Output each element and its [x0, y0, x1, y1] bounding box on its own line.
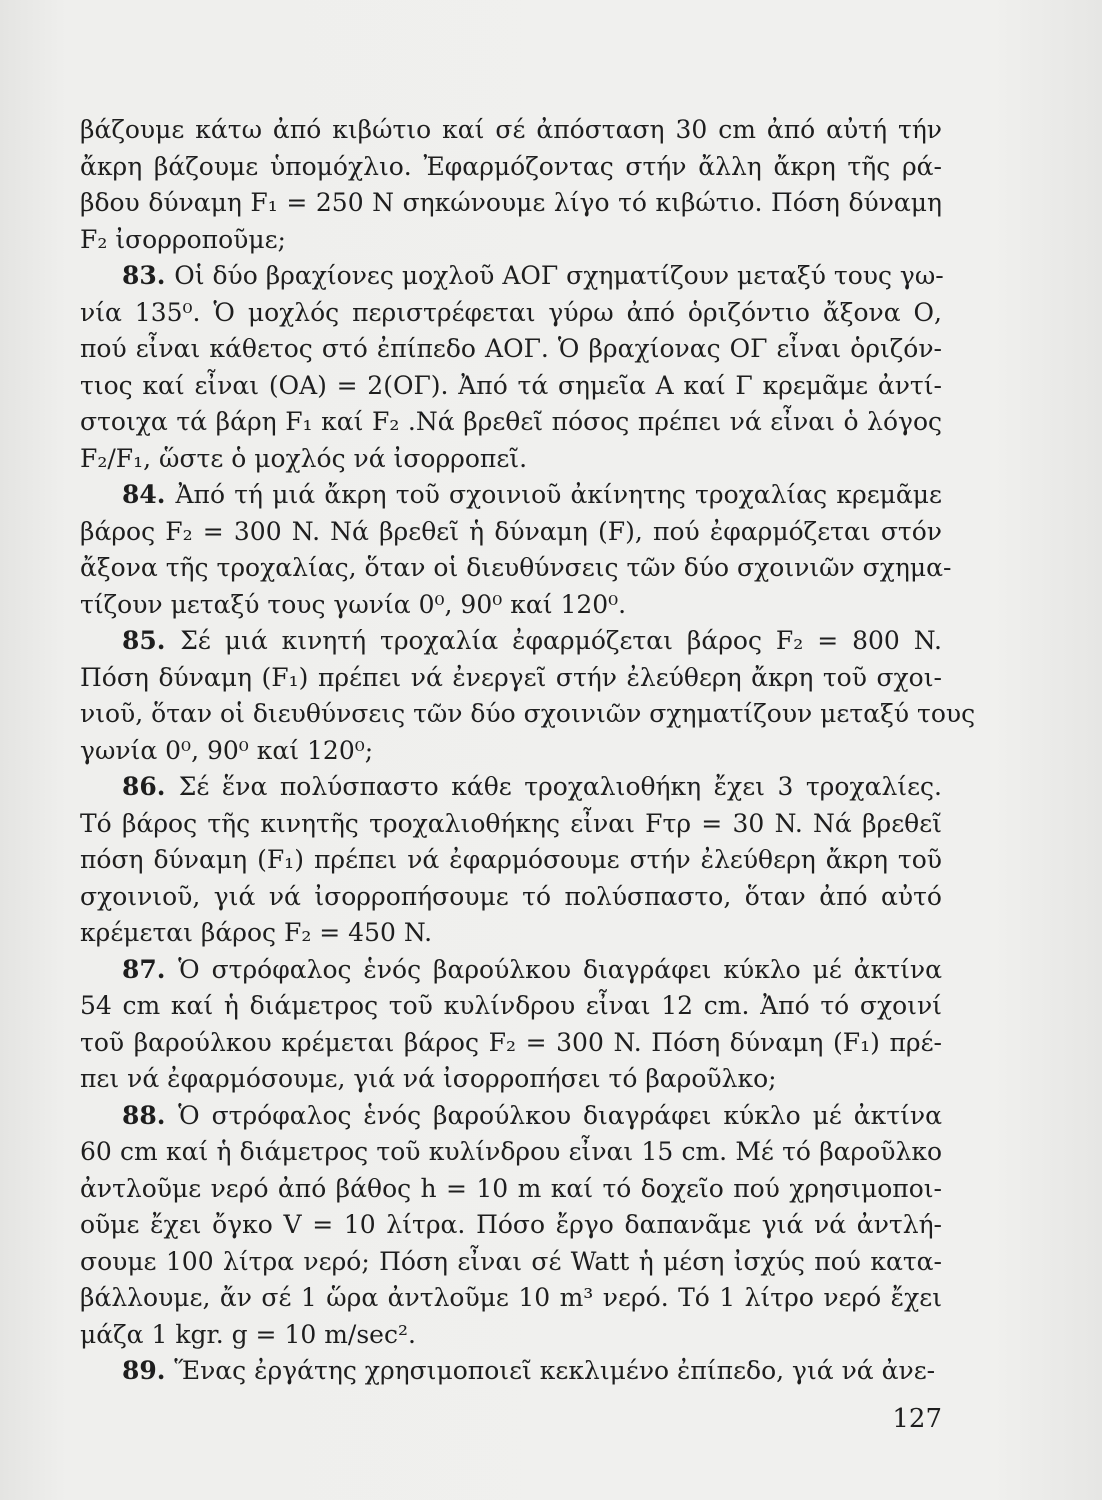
text-column	[80, 112, 976, 1390]
line-text: Ἕνας ἐργάτης χρησιμοποιεῖ κεκλιμένο ἐπίπεδο, γιά νά ἀνε-	[174, 1356, 936, 1385]
text-line	[80, 879, 942, 916]
page-number: 127	[892, 1404, 942, 1434]
line-text: οῦμε ἔχει ὄγκο V = 10 λίτρα. Πόσο ἔργο δαπανᾶμε γιά νά ἀντλή-	[80, 1210, 942, 1239]
problem-number: 84.	[122, 480, 176, 509]
problem-number: 86.	[122, 772, 179, 801]
problem-83	[80, 258, 942, 477]
problem-85	[80, 623, 976, 769]
line-text: Ὁ στρόφαλος ἑνός βαρούλκου διαγράφει κύκλο μέ ἀκτίνα	[178, 954, 942, 984]
text-line	[80, 988, 942, 1025]
line-text: βδου δύναμη F₁ = 250 N σηκώνουμε λίγο τό κιβώτιο. Πόση δύναμη	[80, 188, 942, 217]
text-line	[80, 112, 942, 149]
line-text: πόση δύναμη (F₁) πρέπει νά ἐφαρμόσουμε στήν ἐλεύθερη ἄκρη τοῦ	[80, 845, 942, 874]
line-text: 60 cm καί ἡ διάμετρος τοῦ κυλίνδρου εἶναι 15 cm. Μέ τό βαροῦλκο	[80, 1137, 942, 1166]
line-text: βάζουμε κάτω ἀπό κιβώτιο καί σέ ἀπόσταση 30 cm ἀπό αὐτή τήν	[80, 115, 942, 144]
text-line	[80, 1025, 942, 1062]
line-text: στοιχα τά βάρη F₁ καί F₂ .Νά βρεθεῖ πόσος πρέπει νά εἶναι ὁ λόγος	[80, 407, 942, 436]
problem-number: 88.	[122, 1100, 179, 1130]
problem-89	[80, 1353, 942, 1390]
text-line	[80, 404, 942, 441]
text-line	[80, 806, 942, 843]
line-text: μάζα 1 kgr. g = 10 m/sec².	[80, 1319, 416, 1349]
text-line	[80, 258, 942, 295]
text-line	[80, 623, 942, 660]
line-text: ἄξονα τῆς τροχαλίας, ὅταν οἱ διευθύνσεις τῶν δύο σχοινιῶν σχημα-	[80, 553, 952, 582]
text-line	[80, 587, 942, 624]
problem-87	[80, 952, 942, 1098]
text-line	[80, 185, 942, 222]
text-line	[80, 842, 942, 879]
problem-number: 87.	[122, 954, 179, 984]
problem-86	[80, 769, 942, 952]
text-line	[80, 331, 942, 368]
text-line	[80, 368, 942, 405]
text-line	[80, 1353, 942, 1390]
line-text: Ὁ στρόφαλος ἑνός βαρούλκου διαγράφει κύκλο μέ ἀκτίνα	[178, 1100, 942, 1130]
line-text: Σέ μιά κινητή τροχαλία ἐφαρμόζεται βάρος F₂ = 800 N.	[180, 626, 942, 655]
text-line	[80, 477, 942, 514]
text-line	[80, 1134, 942, 1171]
text-line	[80, 915, 942, 952]
line-text: Οἱ δύο βραχίονες μοχλοῦ ΑΟΓ σχηματίζουν μεταξύ τους γω-	[174, 261, 944, 290]
line-text: σχοινιοῦ, γιά νά ἰσορροπήσουμε τό πολύσπαστο, ὅταν ἀπό αὐτό	[80, 881, 942, 911]
text-line	[80, 441, 942, 478]
text-line	[80, 769, 942, 806]
line-text: κρέμεται βάρος F₂ = 450 N.	[80, 918, 433, 947]
line-text: γωνία 0⁰, 90⁰ καί 120⁰;	[80, 735, 374, 765]
text-line	[80, 222, 942, 259]
line-text: Τό βάρος τῆς κινητῆς τροχαλιοθήκης εἶναι Fτρ = 30 N. Νά βρεθεῖ	[80, 808, 942, 838]
text-line	[80, 550, 952, 587]
line-text: Ἀπό τή μιά ἄκρη τοῦ σχοινιοῦ ἀκίνητης τροχαλίας κρεμᾶμε	[175, 480, 942, 509]
line-text: F₂ ἰσορροποῦμε;	[80, 224, 286, 254]
line-text: νιοῦ, ὅταν οἱ διευθύνσεις τῶν δύο σχοινιῶν σχηματίζουν μεταξύ τους	[80, 699, 976, 728]
line-text: τίζουν μεταξύ τους γωνία 0⁰, 90⁰ καί 120⁰.	[80, 589, 627, 619]
text-line	[80, 733, 942, 770]
text-line	[80, 952, 942, 989]
line-text: ἀντλοῦμε νερό ἀπό βάθος h = 10 m καί τό δοχεῖο πού χρησιμοποι-	[80, 1173, 942, 1203]
problem-continued	[80, 112, 942, 258]
line-text: τιος καί εἶναι (ΟΑ) = 2(ΟΓ). Ἀπό τά σημεῖα Α καί Γ κρεμᾶμε ἀντί-	[80, 370, 942, 400]
line-text: τοῦ βαρούλκου κρέμεται βάρος F₂ = 300 N. Πόση δύναμη (F₁) πρέ-	[80, 1027, 942, 1057]
line-text: πού εἶναι κάθετος στό ἐπίπεδο ΑΟΓ. Ὁ βραχίονας ΟΓ εἶναι ὁριζόν-	[80, 334, 942, 363]
text-line	[80, 295, 942, 332]
problem-number: 83.	[122, 261, 175, 290]
problem-number: 85.	[122, 626, 181, 655]
text-line	[80, 696, 976, 733]
line-text: νία 135⁰. Ὁ μοχλός περιστρέφεται γύρω ἀπό ὁριζόντιο ἄξονα Ο,	[80, 297, 942, 327]
text-line	[80, 1207, 942, 1244]
text-line	[80, 1098, 942, 1135]
line-text: βάρος F₂ = 300 N. Νά βρεθεῖ ἡ δύναμη (F), πού ἐφαρμόζεται στόν	[80, 516, 942, 546]
line-text: βάλλουμε, ἄν σέ 1 ὥρα ἀντλοῦμε 10 m³ νερό. Τό 1 λίτρο νερό ἔχει	[80, 1283, 942, 1312]
line-text: ἄκρη βάζουμε ὑπομόχλιο. Ἐφαρμόζοντας στήν ἄλλη ἄκρη τῆς ρά-	[80, 151, 942, 181]
text-line	[80, 1061, 942, 1098]
line-text: Πόση δύναμη (F₁) πρέπει νά ἐνεργεῖ στήν ἐλεύθερη ἄκρη τοῦ σχοι-	[80, 662, 942, 692]
text-line	[80, 1244, 942, 1281]
text-line	[80, 1317, 942, 1354]
text-line	[80, 149, 942, 186]
line-text: Σέ ἕνα πολύσπαστο κάθε τροχαλιοθήκη ἔχει 3 τροχαλίες.	[178, 772, 942, 801]
line-text: πει νά ἐφαρμόσουμε, γιά νά ἰσορροπήσει τό βαροῦλκο;	[80, 1064, 777, 1093]
text-line	[80, 1171, 942, 1208]
text-line	[80, 1280, 942, 1317]
line-text: 54 cm καί ἡ διάμετρος τοῦ κυλίνδρου εἶναι 12 cm. Ἀπό τό σχοινί	[80, 991, 942, 1020]
line-text: σουμε 100 λίτρα νερό; Πόση εἶναι σέ Watt ἡ μέση ἰσχύς πού κατα-	[80, 1246, 942, 1276]
problem-84	[80, 477, 952, 623]
line-text: F₂/F₁, ὥστε ὁ μοχλός νά ἰσορροπεῖ.	[80, 443, 528, 473]
problem-number: 89.	[122, 1356, 175, 1385]
text-line	[80, 660, 942, 697]
problem-88	[80, 1098, 942, 1354]
text-line	[80, 514, 942, 551]
